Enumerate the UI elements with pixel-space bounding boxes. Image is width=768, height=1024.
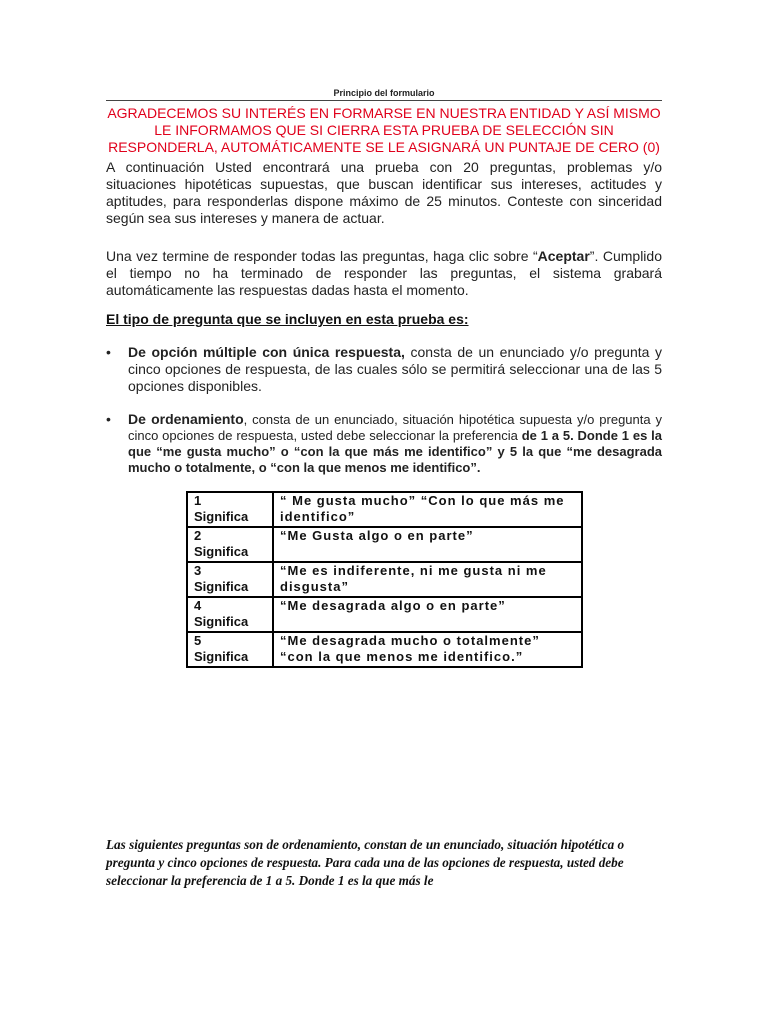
scale-meaning: “ Me gusta mucho” “Con lo que más me identifico” <box>273 492 582 527</box>
form-divider <box>106 100 662 101</box>
scale-label: Significa <box>194 614 249 629</box>
table-row <box>187 562 582 597</box>
table-row <box>187 492 582 527</box>
scale-label: Significa <box>194 579 249 594</box>
scale-label: Significa <box>194 649 249 664</box>
instructions-after: ”. Cumplido el tiempo no ha terminado de responder las preguntas, el sistema grabará automáticamente las respuestas dadas hasta el momento. <box>106 248 662 298</box>
scale-number-cell <box>187 597 273 632</box>
accept-word: Aceptar <box>537 248 590 264</box>
bullet-text: , consta de un enunciado, situación hipotética supuesta y/o pregunta y cinco opciones de respuesta, usted debe seleccionar la preferencia <box>128 412 662 443</box>
scale-number-cell <box>187 632 273 667</box>
instructions-paragraph <box>106 248 662 299</box>
scale-number: 3 <box>194 563 202 578</box>
preference-scale-table <box>186 491 583 668</box>
scale-number-cell <box>187 527 273 562</box>
scale-meaning: “Me desagrada algo o en parte” <box>273 597 582 632</box>
scale-number: 4 <box>194 598 202 613</box>
bullet-title: De opción múltiple con única respuesta, <box>128 344 405 360</box>
bullet-multiple-choice <box>106 344 662 395</box>
bullet-bold-tail: de 1 a 5. Donde 1 es la que “me gusta mucho” o “con la que más me identifico” y 5 la que “me desagrada mucho o totalmente, o “con la que menos me identifico”. <box>128 428 662 475</box>
ordering-questions-note: Las siguientes preguntas son de ordenamiento, constan de un enunciado, situación hipotética o pregunta y cinco opciones de respuesta. Para cada una de las opciones de respuesta, usted debe seleccionar la preferencia de 1 a 5. Donde 1 es la que más le <box>106 837 625 888</box>
scale-number: 2 <box>194 528 202 543</box>
warning-notice: AGRADECEMOS SU INTERÉS EN FORMARSE EN NUESTRA ENTIDAD Y ASÍ MISMO LE INFORMAMOS QUE SI CIERRA ESTA PRUEBA DE SELECCIÓN SIN RESPONDERLA, AUTOMÁTICAMENTE SE LE ASIGNARÁ UN PUNTAJE DE CERO (0) <box>107 105 661 155</box>
table-row <box>187 527 582 562</box>
bullet-marker: • <box>106 344 111 360</box>
bullet-ordering <box>106 411 662 476</box>
scale-label: Significa <box>194 509 249 524</box>
section-title: El tipo de pregunta que se incluyen en esta prueba es: <box>106 311 469 327</box>
scale-number-cell <box>187 492 273 527</box>
instructions-before: Una vez termine de responder todas las preguntas, haga clic sobre “ <box>106 248 538 264</box>
scale-label: Significa <box>194 544 249 559</box>
form-start-label: Principio del formulario <box>333 88 435 98</box>
document-page <box>106 0 662 668</box>
bullet-marker: • <box>106 411 111 427</box>
scale-meaning: “Me es indiferente, ni me gusta ni me disgusta” <box>273 562 582 597</box>
bullet-text: consta de un enunciado y/o pregunta y cinco opciones de respuesta, de las cuales sólo se permitirá seleccionar una de las 5 opciones disponibles. <box>128 344 662 394</box>
scale-number-cell <box>187 562 273 597</box>
scale-meaning: “Me desagrada mucho o totalmente” “con la que menos me identifico.” <box>273 632 582 667</box>
scale-number: 5 <box>194 633 202 648</box>
bullet-title: De ordenamiento <box>128 411 244 427</box>
table-row <box>187 632 582 667</box>
scale-number: 1 <box>194 493 202 508</box>
intro-paragraph: A continuación Usted encontrará una prueba con 20 preguntas, problemas y/o situaciones hipotéticas supuestas, que buscan identificar sus intereses, actitudes y aptitudes, para responderlas dispone máximo de 25 minutos. Conteste con sinceridad según sea sus intereses y manera de actuar. <box>106 159 662 226</box>
scale-meaning: “Me Gusta algo o en parte” <box>273 527 582 562</box>
table-row <box>187 597 582 632</box>
